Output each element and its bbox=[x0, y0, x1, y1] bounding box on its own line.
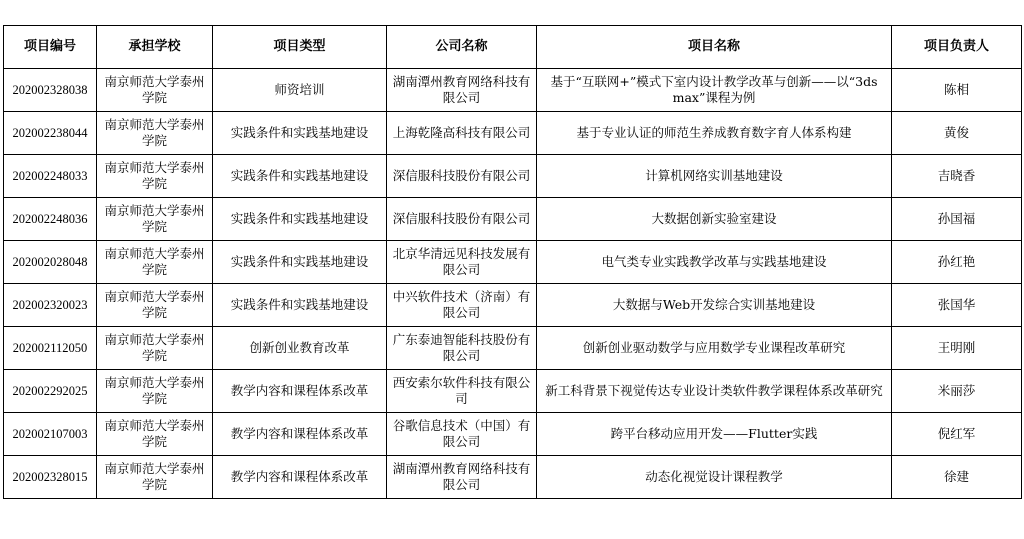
table-header-row bbox=[4, 26, 1022, 69]
project-type-cell: 实践条件和实践基地建设 bbox=[213, 241, 387, 284]
table-row bbox=[4, 413, 1022, 456]
company-cell: 谷歌信息技术（中国）有限公司 bbox=[387, 413, 537, 456]
school-cell: 南京师范大学泰州学院 bbox=[97, 155, 213, 198]
project-type-cell: 实践条件和实践基地建设 bbox=[213, 198, 387, 241]
leader-cell: 黄俊 bbox=[892, 112, 1022, 155]
header-project-type: 项目类型 bbox=[213, 26, 387, 69]
project-name-cell: 大数据创新实验室建设 bbox=[537, 198, 892, 241]
leader-cell: 吉晓香 bbox=[892, 155, 1022, 198]
leader-cell: 张国华 bbox=[892, 284, 1022, 327]
code-cell: 202002238044 bbox=[4, 112, 97, 155]
project-name-cell: 跨平台移动应用开发——Flutter实践 bbox=[537, 413, 892, 456]
project-type-cell: 教学内容和课程体系改革 bbox=[213, 456, 387, 499]
school-cell: 南京师范大学泰州学院 bbox=[97, 327, 213, 370]
company-cell: 北京华清远见科技发展有限公司 bbox=[387, 241, 537, 284]
company-cell: 广东泰迪智能科技股份有限公司 bbox=[387, 327, 537, 370]
header-project-name: 项目名称 bbox=[537, 26, 892, 69]
school-cell: 南京师范大学泰州学院 bbox=[97, 198, 213, 241]
project-type-cell: 实践条件和实践基地建设 bbox=[213, 112, 387, 155]
school-cell: 南京师范大学泰州学院 bbox=[97, 284, 213, 327]
project-name-cell: 创新创业驱动数学与应用数学专业课程改革研究 bbox=[537, 327, 892, 370]
table-row bbox=[4, 456, 1022, 499]
table-row bbox=[4, 155, 1022, 198]
project-name-cell: 基于“互联网+”模式下室内设计教学改革与创新——以“3ds max”课程为例 bbox=[537, 69, 892, 112]
leader-cell: 陈相 bbox=[892, 69, 1022, 112]
project-type-cell: 实践条件和实践基地建设 bbox=[213, 284, 387, 327]
code-cell: 202002320023 bbox=[4, 284, 97, 327]
table-row bbox=[4, 69, 1022, 112]
code-cell: 202002248033 bbox=[4, 155, 97, 198]
project-name-cell: 新工科背景下视觉传达专业设计类软件教学课程体系改革研究 bbox=[537, 370, 892, 413]
code-cell: 202002248036 bbox=[4, 198, 97, 241]
code-cell: 202002328015 bbox=[4, 456, 97, 499]
header-school: 承担学校 bbox=[97, 26, 213, 69]
code-cell: 202002292025 bbox=[4, 370, 97, 413]
leader-cell: 米丽莎 bbox=[892, 370, 1022, 413]
project-name-cell: 电气类专业实践教学改革与实践基地建设 bbox=[537, 241, 892, 284]
project-name-cell: 计算机网络实训基地建设 bbox=[537, 155, 892, 198]
table-row bbox=[4, 327, 1022, 370]
table-row bbox=[4, 112, 1022, 155]
table-row bbox=[4, 284, 1022, 327]
code-cell: 202002328038 bbox=[4, 69, 97, 112]
table-row bbox=[4, 370, 1022, 413]
header-project-code: 项目编号 bbox=[4, 26, 97, 69]
company-cell: 湖南潭州教育网络科技有限公司 bbox=[387, 69, 537, 112]
school-cell: 南京师范大学泰州学院 bbox=[97, 69, 213, 112]
code-cell: 202002107003 bbox=[4, 413, 97, 456]
school-cell: 南京师范大学泰州学院 bbox=[97, 112, 213, 155]
leader-cell: 王明刚 bbox=[892, 327, 1022, 370]
project-type-cell: 教学内容和课程体系改革 bbox=[213, 370, 387, 413]
header-leader: 项目负责人 bbox=[892, 26, 1022, 69]
leader-cell: 孙红艳 bbox=[892, 241, 1022, 284]
school-cell: 南京师范大学泰州学院 bbox=[97, 413, 213, 456]
school-cell: 南京师范大学泰州学院 bbox=[97, 456, 213, 499]
project-name-cell: 动态化视觉设计课程教学 bbox=[537, 456, 892, 499]
project-type-cell: 创新创业教育改革 bbox=[213, 327, 387, 370]
code-cell: 202002028048 bbox=[4, 241, 97, 284]
table-row bbox=[4, 198, 1022, 241]
code-cell: 202002112050 bbox=[4, 327, 97, 370]
company-cell: 西安索尔软件科技有限公司 bbox=[387, 370, 537, 413]
projects-table bbox=[3, 25, 1022, 499]
company-cell: 湖南潭州教育网络科技有限公司 bbox=[387, 456, 537, 499]
project-type-cell: 师资培训 bbox=[213, 69, 387, 112]
project-name-cell: 基于专业认证的师范生养成教育数字育人体系构建 bbox=[537, 112, 892, 155]
school-cell: 南京师范大学泰州学院 bbox=[97, 241, 213, 284]
company-cell: 深信服科技股份有限公司 bbox=[387, 198, 537, 241]
company-cell: 深信服科技股份有限公司 bbox=[387, 155, 537, 198]
project-name-cell: 大数据与Web开发综合实训基地建设 bbox=[537, 284, 892, 327]
company-cell: 中兴软件技术（济南）有限公司 bbox=[387, 284, 537, 327]
school-cell: 南京师范大学泰州学院 bbox=[97, 370, 213, 413]
project-type-cell: 实践条件和实践基地建设 bbox=[213, 155, 387, 198]
project-type-cell: 教学内容和课程体系改革 bbox=[213, 413, 387, 456]
company-cell: 上海乾隆高科技有限公司 bbox=[387, 112, 537, 155]
table-row bbox=[4, 241, 1022, 284]
leader-cell: 孙国福 bbox=[892, 198, 1022, 241]
header-company: 公司名称 bbox=[387, 26, 537, 69]
leader-cell: 倪红军 bbox=[892, 413, 1022, 456]
leader-cell: 徐建 bbox=[892, 456, 1022, 499]
